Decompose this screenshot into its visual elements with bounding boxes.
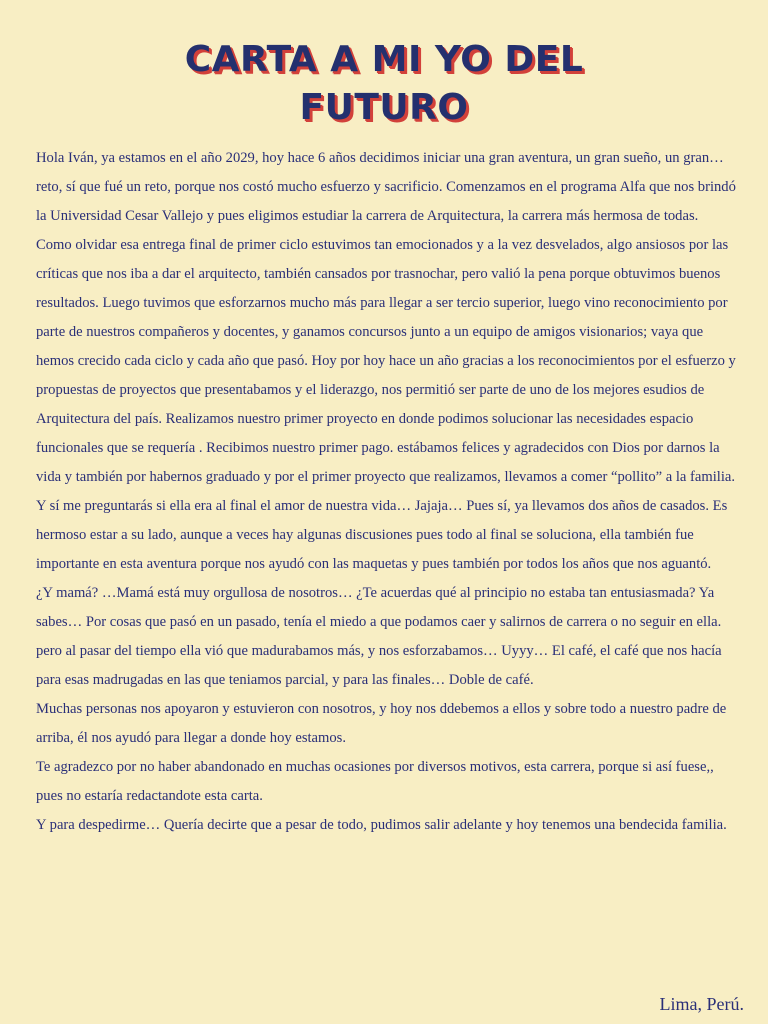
- paragraph-1: Hola Iván, ya estamos en el año 2029, hoy hace 6 años decidimos iniciar una gran aventura, un gran sueño, un gran… reto, sí que fué un reto, porque nos costó mucho esfuerzo y sacrificio. Comenzamos en el programa Alfa que nos brindó la Universidad Cesar Vallejo y pues eligimos estudiar la carrera de Arquitectura, la carrera más hermosa de todas.: [36, 150, 736, 224]
- paragraph-5: Muchas personas nos apoyaron y estuvieron con nosotros, y hoy nos ddebemos a ellos y sobre todo a nuestro padre de arriba, él nos ayudó para llegar a donde hoy estamos.: [36, 701, 727, 746]
- paragraph-6: Te agradezco por no haber abandonado en muchas ocasiones por diversos motivos, esta carrera, porque si así fuese,, pues no estaría redactandote esta carta.: [36, 759, 714, 804]
- paragraph-4: ¿Y mamá? …Mamá está muy orgullosa de nosotros… ¿Te acuerdas qué al principio no estaba tan entusiasmada? Ya sabes… Por cosas que pasó en un pasado, tenía el miedo a que podamos caer y salirnos de carrera o no seguir en ella. pero al pasar del tiempo ella vió que madurabamos más, y nos esforzabamos… Uyyy… El café, el café que nos hacía para esas madrugadas en las que teniamos parcial, y para las finales… Doble de café.: [36, 585, 722, 688]
- letter-title: [0, 36, 768, 132]
- paragraph-2: Como olvidar esa entrega final de primer ciclo estuvimos tan emocionados y a la vez desvelados, algo ansiosos por las críticas que nos iba a dar el arquitecto, también cansados por trasnochar, pero valió la pena porque obtuvimos buenos resultados. Luego tuvimos que esforzarnos mucho más para llegar a ser tercio superior, luego vino reconocimiento por parte de nuestros compañeros y docentes, y ganamos concursos junto a un equipo de amigos visionarios; vaya que hemos crecido cada ciclo y cada año que pasó. Hoy por hoy hace un año gracias a los reconocimientos por el esfuerzo y propuestas de proyectos que presentabamos y el liderazgo, nos permitió ser parte de uno de los mejores esudios de Arquitectura del país. Realizamos nuestro primer proyecto en donde podimos solucionar las necesidades espacio funcionales que se requería . Recibimos nuestro primer pago. estábamos felices y agradecidos con Dios por darnos la vida y también por habernos graduado y por el primer proyecto que realizamos, llevamos a comer “pollito” a la familia.: [36, 237, 736, 485]
- title-line-2: FUTURO: [299, 87, 469, 128]
- signature-location: Lima, Perú.: [659, 994, 744, 1014]
- title-line-1: CARTA A MI YO DEL: [184, 39, 584, 80]
- paragraph-3: Y sí me preguntarás si ella era al final el amor de nuestra vida… Jajaja… Pues sí, ya llevamos dos años de casados. Es hermoso estar a su lado, aunque a veces hay algunas discusiones pues todo al final se soluciona, ella también fue importante en esta aventura porque nos ayudó con las maquetas y pues también por todos los años que nos aguantó.: [36, 498, 728, 572]
- letter-body: [36, 144, 736, 840]
- paragraph-7: Y para despedirme… Quería decirte que a pesar de todo, pudimos salir adelante y hoy tenemos una bendecida familia.: [36, 817, 727, 833]
